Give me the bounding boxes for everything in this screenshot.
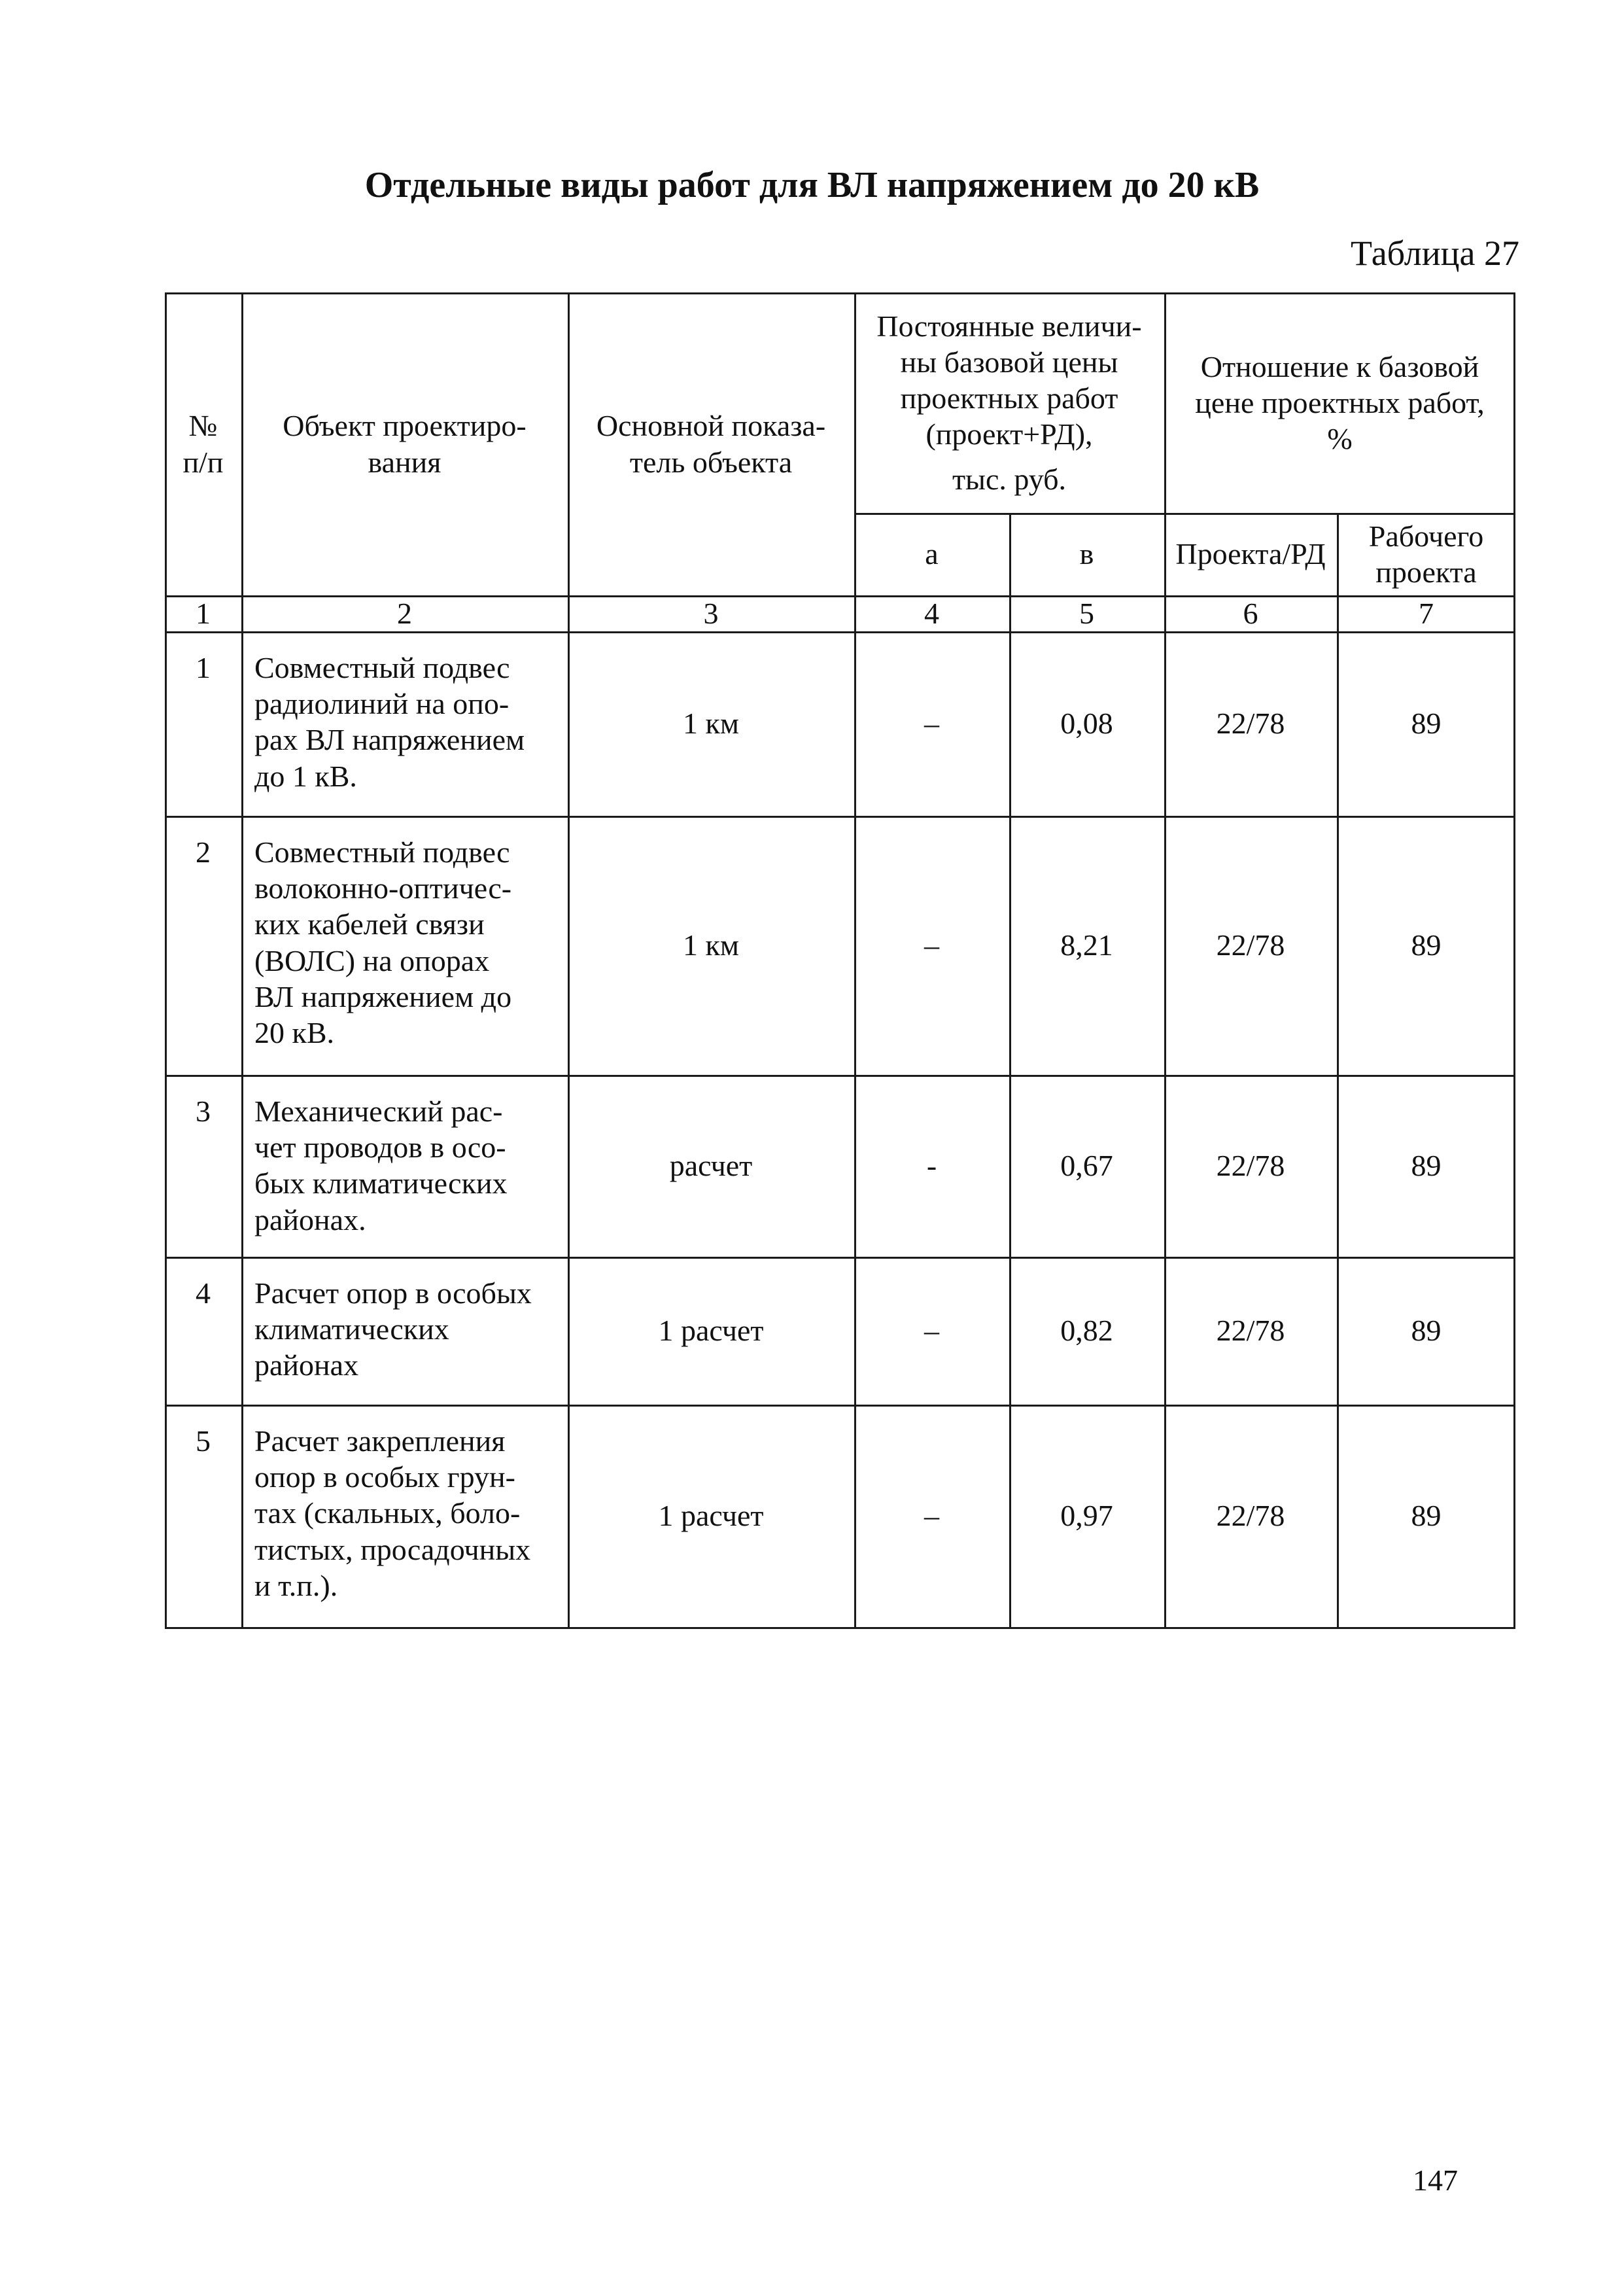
row-working: 89 — [1411, 1499, 1442, 1533]
row-value-a: – — [924, 928, 939, 962]
column-number: 6 — [1243, 596, 1258, 630]
header-ratio-line: % — [1327, 422, 1353, 456]
row-indicator: 1 расчет — [658, 1314, 764, 1348]
header-object-line: Объект проектиро- — [283, 409, 527, 443]
row-object-line: чет проводов в осо- — [254, 1130, 506, 1165]
header-constants — [854, 292, 1164, 513]
row-number: 5 — [196, 1424, 211, 1458]
row-object-line: (ВОЛС) на опорах — [254, 943, 490, 977]
header-project-rd: Проекта/РД — [1175, 537, 1326, 571]
row-object-line: волоконно-оптичес- — [254, 871, 512, 905]
row-working: 89 — [1411, 1314, 1442, 1348]
row-number: 1 — [196, 651, 211, 684]
row-project-rd: 22/78 — [1216, 1314, 1285, 1348]
header-b: в — [1079, 537, 1094, 571]
row-object-line: Совместный подвес — [254, 651, 510, 684]
header-object-line: вания — [368, 445, 441, 479]
row-object — [241, 816, 568, 1075]
header-ratio — [1164, 292, 1515, 513]
row-object-line: 20 кВ. — [254, 1015, 335, 1049]
header-constants-line: Постоянные величи- — [876, 309, 1142, 343]
column-number: 4 — [924, 596, 939, 630]
row-value-a: - — [926, 1149, 937, 1183]
header-working — [1337, 513, 1515, 595]
header-constants-line: (проект+РД), — [925, 417, 1093, 451]
row-indicator: 1 км — [683, 707, 739, 741]
row-number: 3 — [196, 1095, 211, 1128]
row-working: 89 — [1411, 707, 1442, 741]
header-num — [165, 292, 241, 595]
header-constants-line: тыс. руб. — [952, 463, 1067, 497]
row-project-rd: 22/78 — [1216, 1149, 1285, 1183]
row-object-line: Совместный подвес — [254, 835, 510, 869]
works-table — [165, 292, 1515, 1629]
header-ratio-line: цене проектных работ, — [1195, 385, 1485, 419]
row-object — [241, 1257, 568, 1405]
row-object-line: бых климатических — [254, 1166, 508, 1200]
row-value-a: – — [924, 1499, 939, 1533]
row-object-line: Механический рас- — [254, 1095, 503, 1128]
header-num-line: п/п — [182, 445, 224, 479]
table-number: Таблица 27 — [1351, 234, 1519, 273]
row-indicator: расчет — [669, 1149, 753, 1183]
row-value-b: 8,21 — [1060, 928, 1113, 962]
column-number: 2 — [397, 596, 412, 630]
row-object-line: тах (скальных, боло- — [254, 1496, 521, 1530]
header-constants-line: ны базовой цены — [900, 345, 1118, 379]
row-object-line: районах — [254, 1348, 359, 1382]
row-value-b: 0,97 — [1060, 1499, 1113, 1533]
row-object-line: ких кабелей связи — [254, 907, 485, 941]
header-working-line: проекта — [1375, 555, 1477, 589]
row-project-rd: 22/78 — [1216, 1499, 1285, 1533]
row-object-line: Расчет опор в особых — [254, 1276, 532, 1310]
header-constants-line: проектных работ — [900, 381, 1118, 415]
row-value-a: – — [924, 707, 939, 741]
row-working: 89 — [1411, 1149, 1442, 1183]
document-title: Отдельные виды работ для ВЛ напряжением до 20 кВ — [364, 165, 1260, 205]
page-number: 147 — [1413, 2164, 1458, 2197]
column-number: 7 — [1419, 596, 1434, 630]
header-a: а — [925, 537, 939, 571]
row-value-b: 0,08 — [1060, 707, 1113, 741]
row-indicator: 1 км — [683, 928, 739, 962]
row-value-b: 0,67 — [1060, 1149, 1113, 1183]
row-project-rd: 22/78 — [1216, 707, 1285, 741]
row-number: 4 — [196, 1276, 211, 1310]
header-num-line: № — [188, 409, 218, 443]
row-object-line: рах ВЛ напряжением — [254, 723, 525, 757]
column-number: 5 — [1079, 596, 1094, 630]
column-number: 3 — [703, 596, 719, 630]
row-object-line: до 1 кВ. — [254, 759, 357, 793]
header-indicator-line: тель объекта — [629, 445, 793, 479]
row-working: 89 — [1411, 928, 1442, 962]
row-object-line: Расчет закрепления — [254, 1424, 506, 1458]
header-indicator — [568, 292, 854, 595]
row-object — [241, 1405, 568, 1627]
row-value-b: 0,82 — [1060, 1314, 1113, 1348]
row-value-a: – — [924, 1314, 939, 1348]
header-working-line: Рабочего — [1368, 519, 1484, 553]
row-object-line: ВЛ напряжением до — [254, 979, 512, 1013]
row-object-line: районах. — [254, 1202, 366, 1236]
header-ratio-line: Отношение к базовой — [1200, 349, 1479, 383]
row-object-line: радиолиний на опо- — [254, 687, 510, 721]
row-object-line: опор в особых грун- — [254, 1460, 515, 1494]
row-object-line: и т.п.). — [254, 1568, 338, 1602]
row-indicator: 1 расчет — [658, 1499, 764, 1533]
row-number: 2 — [196, 835, 211, 869]
header-object — [241, 292, 568, 595]
row-object-line: климатических — [254, 1312, 449, 1346]
row-object-line: тистых, просадочных — [254, 1532, 531, 1566]
row-object — [241, 1075, 568, 1257]
row-object — [241, 631, 568, 816]
header-indicator-line: Основной показа- — [596, 409, 826, 443]
column-number: 1 — [196, 596, 211, 630]
row-project-rd: 22/78 — [1216, 928, 1285, 962]
